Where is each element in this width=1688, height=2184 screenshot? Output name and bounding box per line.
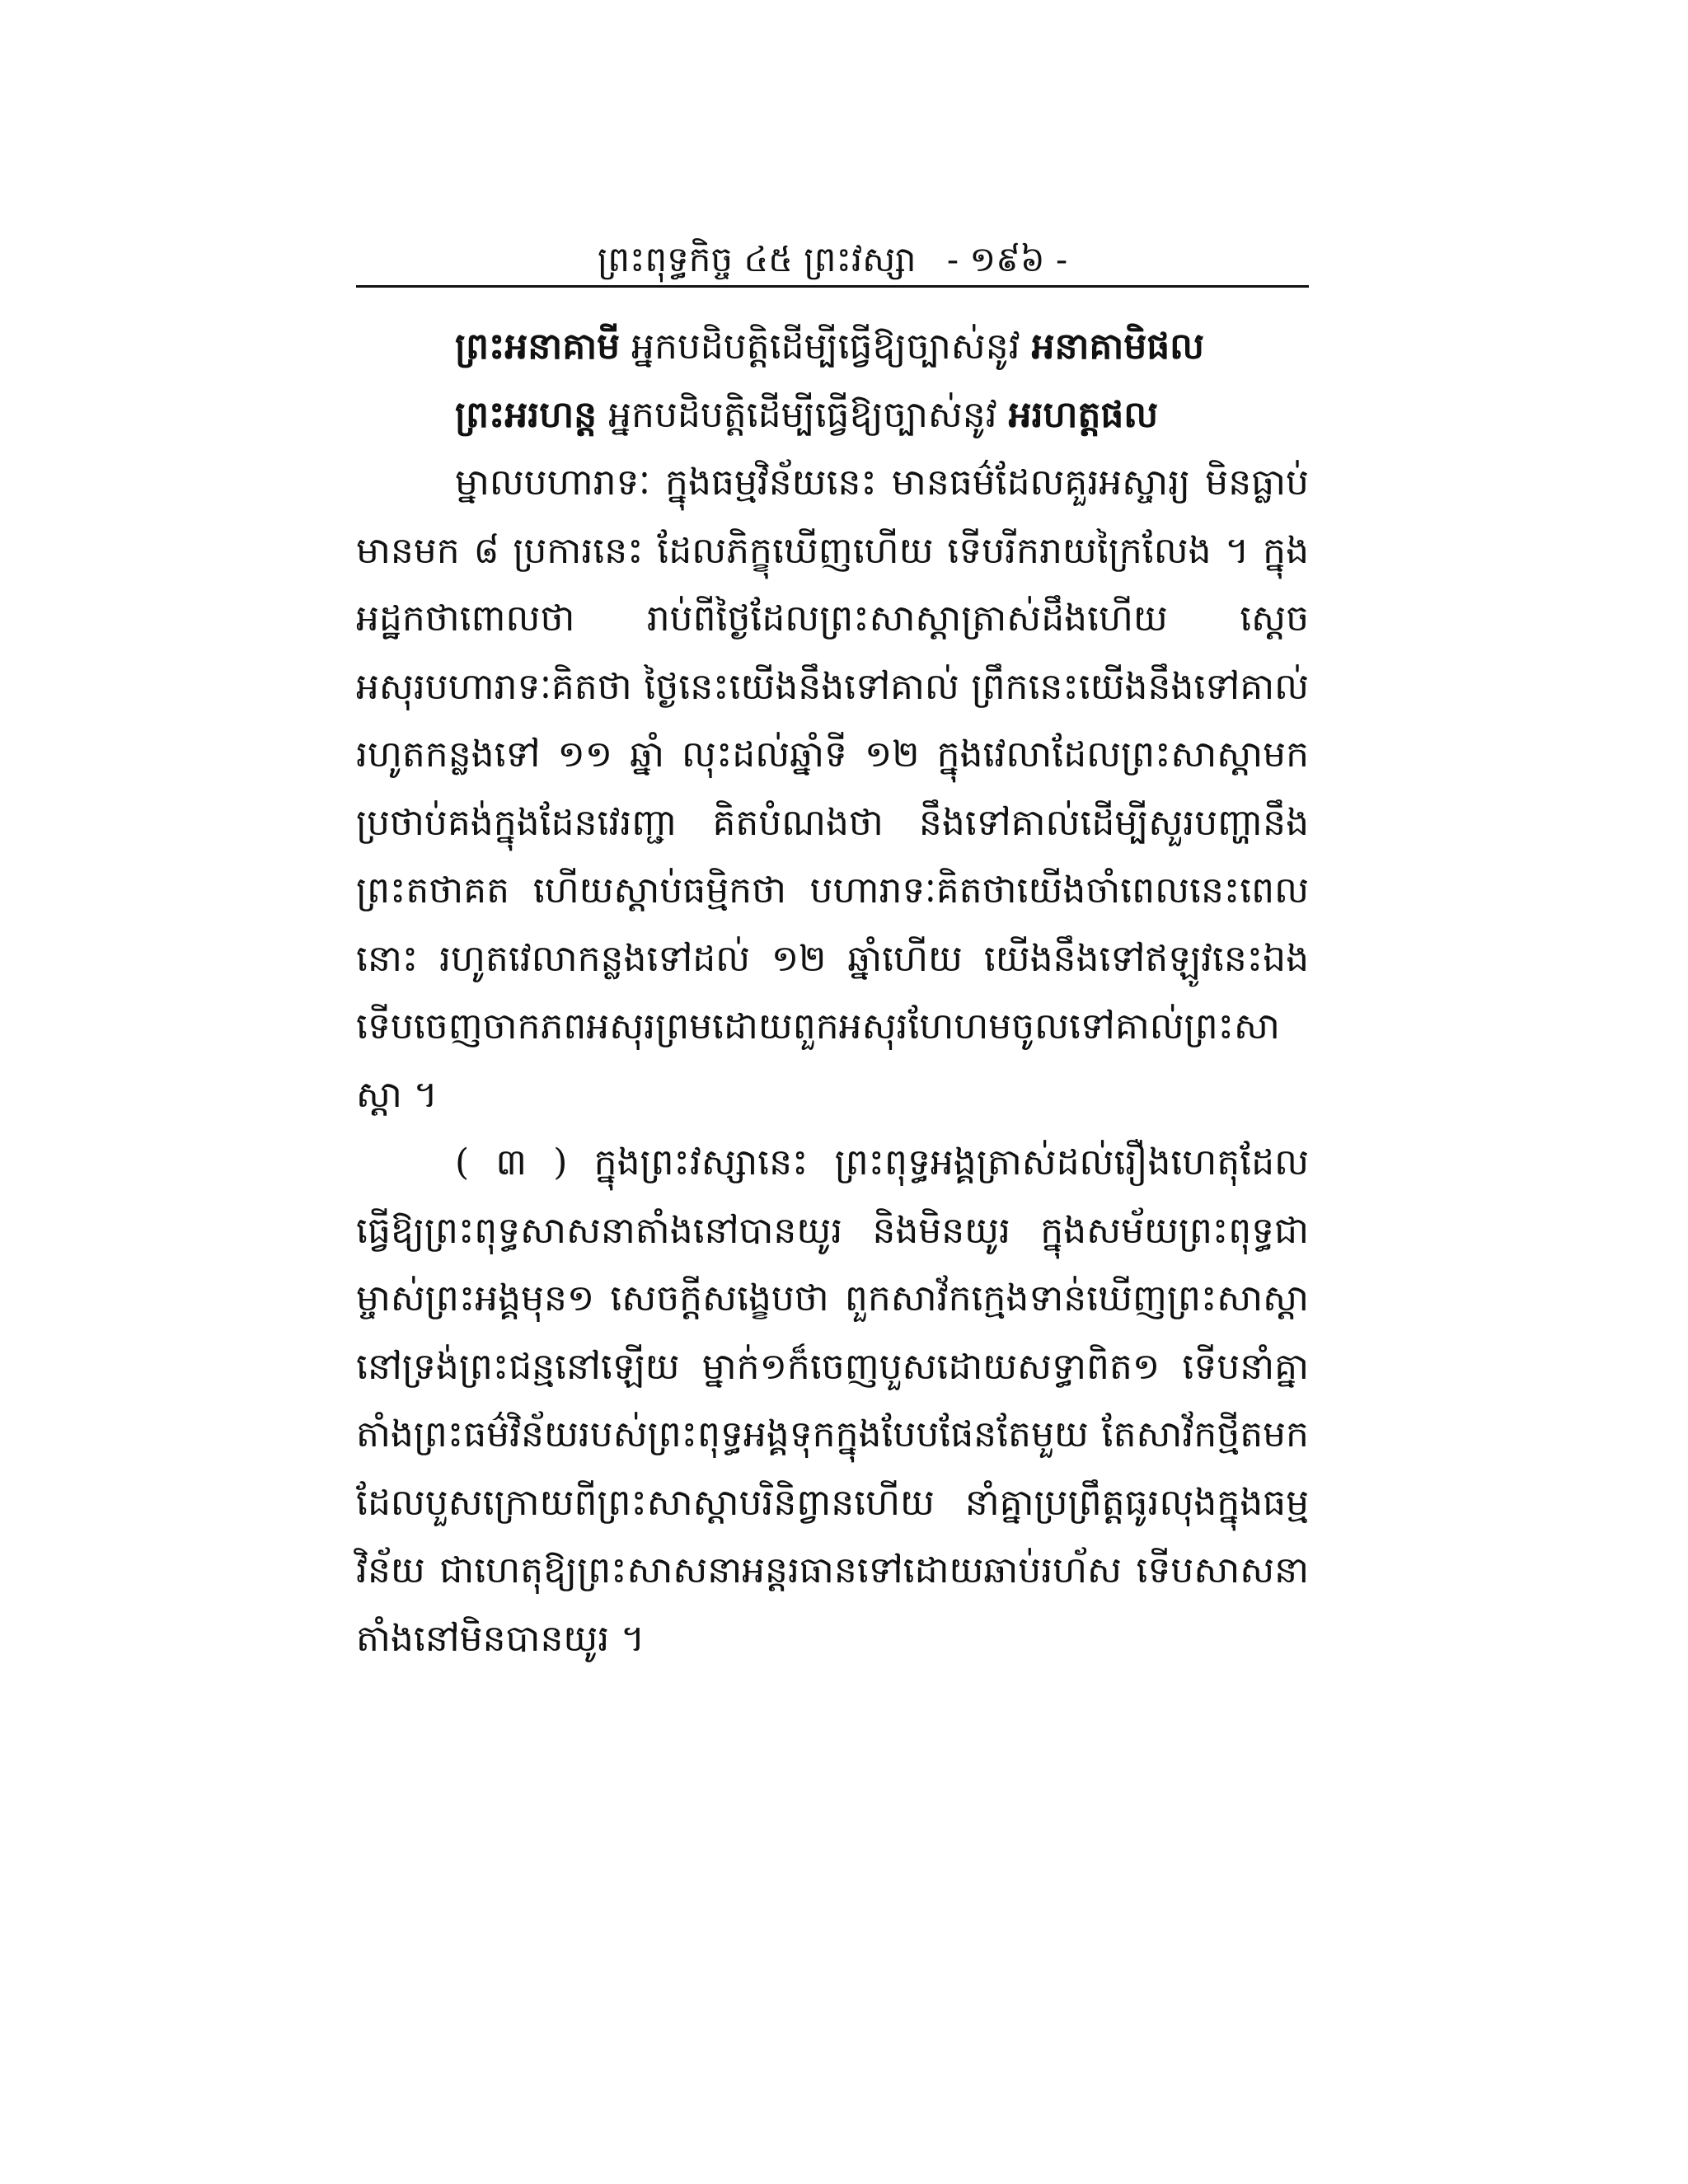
paragraph-paharada: ម្នាលបហារាទៈ ក្នុងធម្មវិន័យនេះ មានធម៌ដែលគួរអស្ចារ្យ មិនធ្លាប់មានមក ៨ ប្រការនេះ ដែលភិក្ខុឃើញហើយ ទើបរីករាយក្រៃលែង ។ ក្នុងអដ្ឋកថាពោលថា រាប់ពីថ្ងៃដែលព្រះសាស្តាត្រាស់ដឹងហើយ ស្តេចអសុរបហារាទៈគិតថា ថ្ងៃនេះយើងនឹងទៅគាល់ ព្រឹកនេះយើងនឹងទៅគាល់ រហូតកន្លងទៅ ១១ ឆ្នាំ លុះដល់ឆ្នាំទី ១២ ក្នុងវេលាដែលព្រះសាស្តាមកប្រថាប់គង់ក្នុងដែនវេរញ្ជា គិតបំណងថា នឹងទៅគាល់ដើម្បីសួរបញ្ហានឹងព្រះតថាគត ហើយស្តាប់ធម្មិកថា បហារាទៈគិតថាយើងចាំពេលនេះពេលនោះ រហូតវេលាកន្លងទៅដល់ ១២ ឆ្នាំហើយ យើងនឹងទៅឥឡូវនេះឯង ទើបចេញចាកភពអសុរព្រមដោយពួកអសុរហែហមចូលទៅគាល់ព្រះសាស្តា ។ bbox=[356, 462, 1309, 1116]
fruit-line-subject: ព្រះអរហន្ត bbox=[455, 393, 598, 436]
fruit-line-object: អនាគាមិផល bbox=[1031, 326, 1205, 368]
fruit-line-subject: ព្រះអនាគាមី bbox=[455, 326, 621, 368]
header-page-number: - ១៩៦ - bbox=[946, 239, 1068, 279]
header-rule bbox=[356, 285, 1309, 288]
running-header bbox=[354, 235, 1311, 284]
fruit-line-arahant bbox=[356, 382, 1309, 450]
paragraph-section-3: ( ៣ ) ក្នុងព្រះវស្សានេះ ព្រះពុទ្ធអង្គត្រាស់ដល់រឿងហេតុដែលធ្វើឱ្យព្រះពុទ្ធសាសនាតាំងនៅបានយូរ និងមិនយូរ ក្នុងសម័យព្រះពុទ្ធជាម្ចាស់ព្រះអង្គមុន១ សេចក្តីសង្ខេបថា ពួកសាវ័កក្មេងទាន់ឃើញព្រះសាស្តា នៅទ្រង់ព្រះជន្មនៅឡើយ ម្នាក់១ក៏ចេញបួសដោយសទ្ធាពិត១ ទើបនាំគ្នាតាំងព្រះធម៌វិន័យរបស់ព្រះពុទ្ធអង្គទុកក្នុងបែបផែនតែមួយ តែសាវ័កថ្មីតមក ដែលបួសក្រោយពីព្រះសាស្តាបរិនិព្វានហើយ នាំគ្នាប្រព្រឹត្តធូរលុងក្នុងធម្មវិន័យ ជាហេតុឱ្យព្រះសាសនាអន្តរធានទៅដោយឆាប់រហ័ស ទើបសាសនាតាំងនៅមិនបានយូរ ។ bbox=[356, 1141, 1309, 1660]
fruit-line-text: អ្នកបដិបត្តិដើម្បីធ្វើឱ្យច្បាស់នូវ bbox=[620, 326, 1032, 368]
fruit-line-object: អរហត្តផល bbox=[1008, 393, 1159, 436]
header-book-title: ព្រះពុទ្ធកិច្ច ៤៥ ព្រះវស្សា bbox=[597, 239, 917, 279]
page-body bbox=[356, 313, 1309, 1673]
fruit-line-anagami bbox=[356, 313, 1309, 382]
fruit-line-text: អ្នកបដិបត្តិដើម្បីធ្វើឱ្យច្បាស់នូវ bbox=[597, 393, 1009, 436]
